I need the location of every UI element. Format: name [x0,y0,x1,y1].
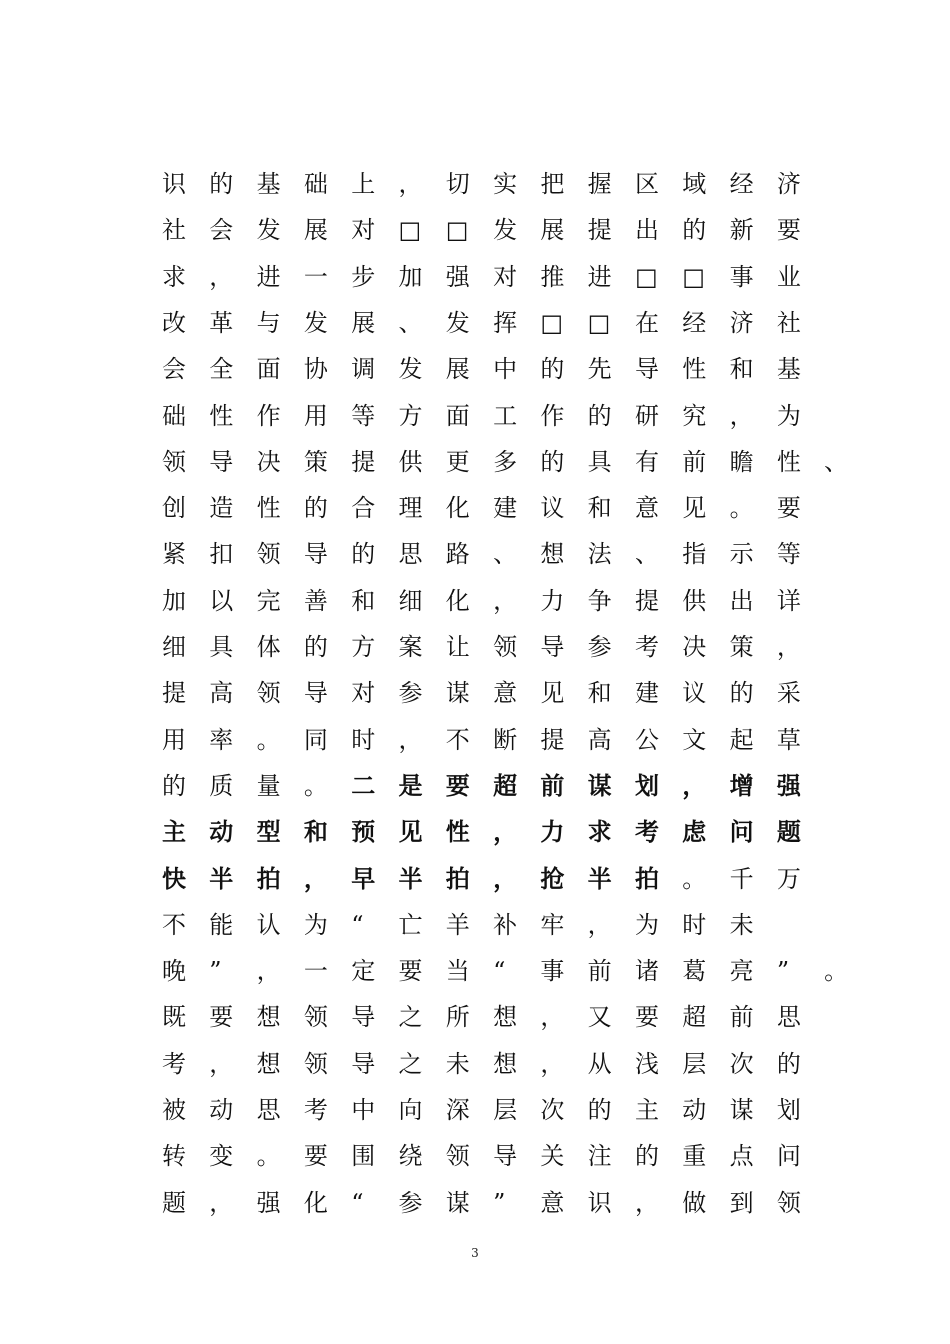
text-segment: 被 动 思 考 中 向 深 层 次 的 主 动 谋 划 [162,1096,801,1124]
bold-text-segment: 快 半 拍 ， 早 半 拍 ， 抢 半 拍 [162,863,659,893]
text-line [162,720,824,760]
text-line [162,951,871,991]
text-segment: 不 能 认 为 “ 亡 羊 补 牢 ， 为 时 未 [162,910,754,939]
text-line [162,534,824,574]
text-segment: 。 千 万 [682,864,801,893]
text-segment: 转 变 。 要 围 绕 领 导 关 注 的 重 点 问 [162,1142,801,1171]
text-line [162,905,777,945]
text-segment: 求 ， 进 一 步 加 强 对 推 进 □ □ 事 业 [162,262,801,291]
text-line [162,257,824,297]
text-line [162,1090,824,1130]
text-line [162,349,824,389]
text-segment: 础 性 作 用 等 方 面 工 作 的 研 究 ， 为 [162,401,801,430]
text-line [162,627,824,667]
text-line [162,1183,824,1223]
text-line [162,442,871,482]
text-segment: 社 会 发 展 对 □ □ 发 展 提 出 的 新 要 [162,216,801,245]
text-segment: 题 ， 强 化 “ 参 谋 ” 意 识 ， 做 到 领 [162,1188,801,1217]
text-segment: 领 导 决 策 提 供 更 多 的 具 有 前 瞻 性 、 [162,447,849,476]
text-line [162,1136,824,1176]
page-number: 3 [471,1246,479,1260]
text-line [162,673,824,713]
text-line [162,488,824,528]
text-segment: 识 的 基 础 上 ， 切 实 把 握 区 域 经 济 [162,170,801,198]
text-segment: 加 以 完 善 和 细 化 ， 力 争 提 供 出 详 [162,586,801,615]
text-segment: 晚 ” ， 一 定 要 当 “ 事 前 诸 葛 亮 ” 。 [162,957,849,986]
bold-text-segment: 主 动 型 和 预 见 性 ， 力 求 考 虑 问 题 [162,817,801,847]
text-line [162,396,824,436]
text-segment: 既 要 想 领 导 之 所 想 ， 又 要 超 前 思 [162,1003,801,1032]
text-line [162,766,824,806]
text-segment: 考 ， 想 领 导 之 未 想 ， 从 浅 层 次 的 [162,1049,801,1078]
text-line [162,997,824,1037]
bold-text-segment: 二 是 要 超 前 谋 划 ， 增 强 [351,770,801,800]
text-segment: 细 具 体 的 方 案 让 领 导 参 考 决 策 ， [162,633,801,661]
text-segment: 用 率 。 同 时 ， 不 断 提 高 公 文 起 草 [162,725,801,754]
text-segment: 提 高 领 导 对 参 谋 意 见 和 建 议 的 采 [162,679,801,708]
text-line [162,581,824,621]
text-line [162,812,824,852]
text-line [162,303,824,343]
text-segment: 紧 扣 领 导 的 思 路 、 想 法 、 指 示 等 [162,540,801,569]
text-line [162,1044,824,1084]
text-line [162,210,824,250]
text-segment: 的 质 量 。 [162,771,328,800]
text-line [162,164,824,204]
text-segment: 创 造 性 的 合 理 化 建 议 和 意 见 。 要 [162,494,801,523]
text-segment: 改 革 与 发 展 、 发 挥 □ □ 在 经 济 社 [162,308,801,337]
text-line [162,859,824,899]
text-segment: 会 全 面 协 调 发 展 中 的 先 导 性 和 基 [162,355,801,384]
